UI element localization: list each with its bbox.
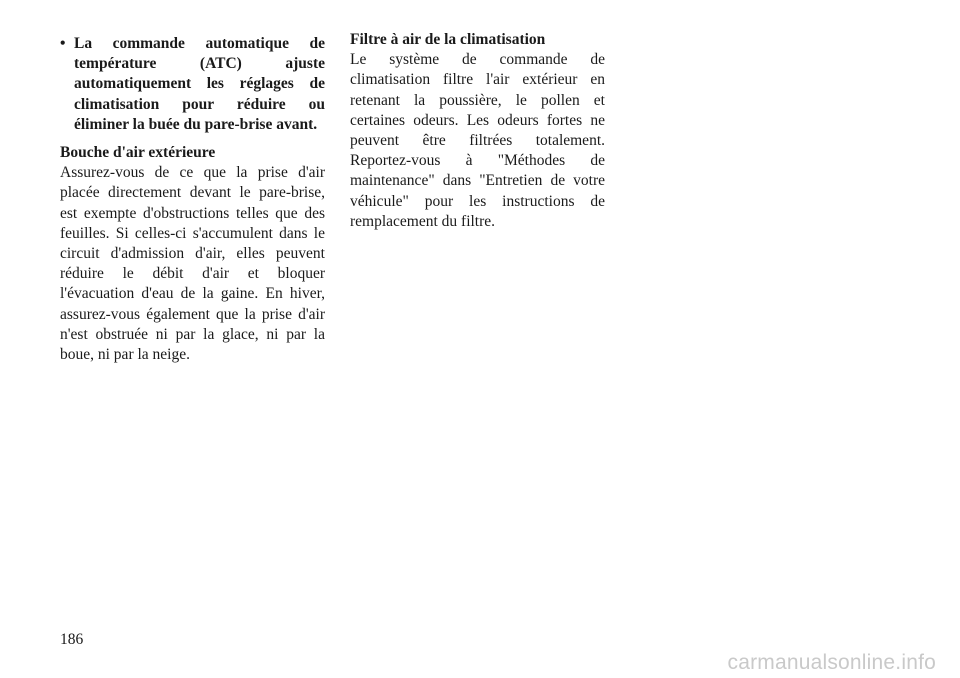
right-column (350, 30, 605, 232)
outside-air-intake-body: Assurez-vous de ce que la prise d'air placée directement devant le pare-brise, est exempte d'obstructions telles que des feuilles. Si celles-ci s'accumulent dans le circuit d'admission d'air, elles peuvent réduire le débit d'air et bloquer l'évacuation d'eau de la gaine. En hiver, assurez-vous également que la prise d'air n'est obstruée ni par la glace, ni par la boue, ni par la neige. (60, 164, 325, 364)
ac-air-filter-body: Le système de commande de climatisation filtre l'air extérieur en retenant la poussière, le pollen et certaines odeurs. Les odeurs fortes ne peuvent être filtrées totalement. Reportez-vous à "Méthodes de maintenance" dans "Entretien de votre véhicule" pour les instructions de remplacement du filtre. (350, 51, 605, 230)
ac-air-filter-heading: Filtre à air de la climatisation (350, 31, 546, 48)
left-column (60, 30, 325, 365)
outside-air-intake-heading: Bouche d'air extérieure (60, 144, 216, 162)
site-watermark: carmanualsonline.info (727, 651, 936, 674)
atc-bullet-text: La commande automatique de température (ATC) ajuste automatiquement les réglages de climatisation pour réduire ou éliminer la buée du pare-brise avant. (74, 35, 325, 133)
bullet-marker: • (60, 35, 66, 52)
page-number: 186 (60, 631, 84, 648)
atc-bullet-item (60, 34, 325, 135)
